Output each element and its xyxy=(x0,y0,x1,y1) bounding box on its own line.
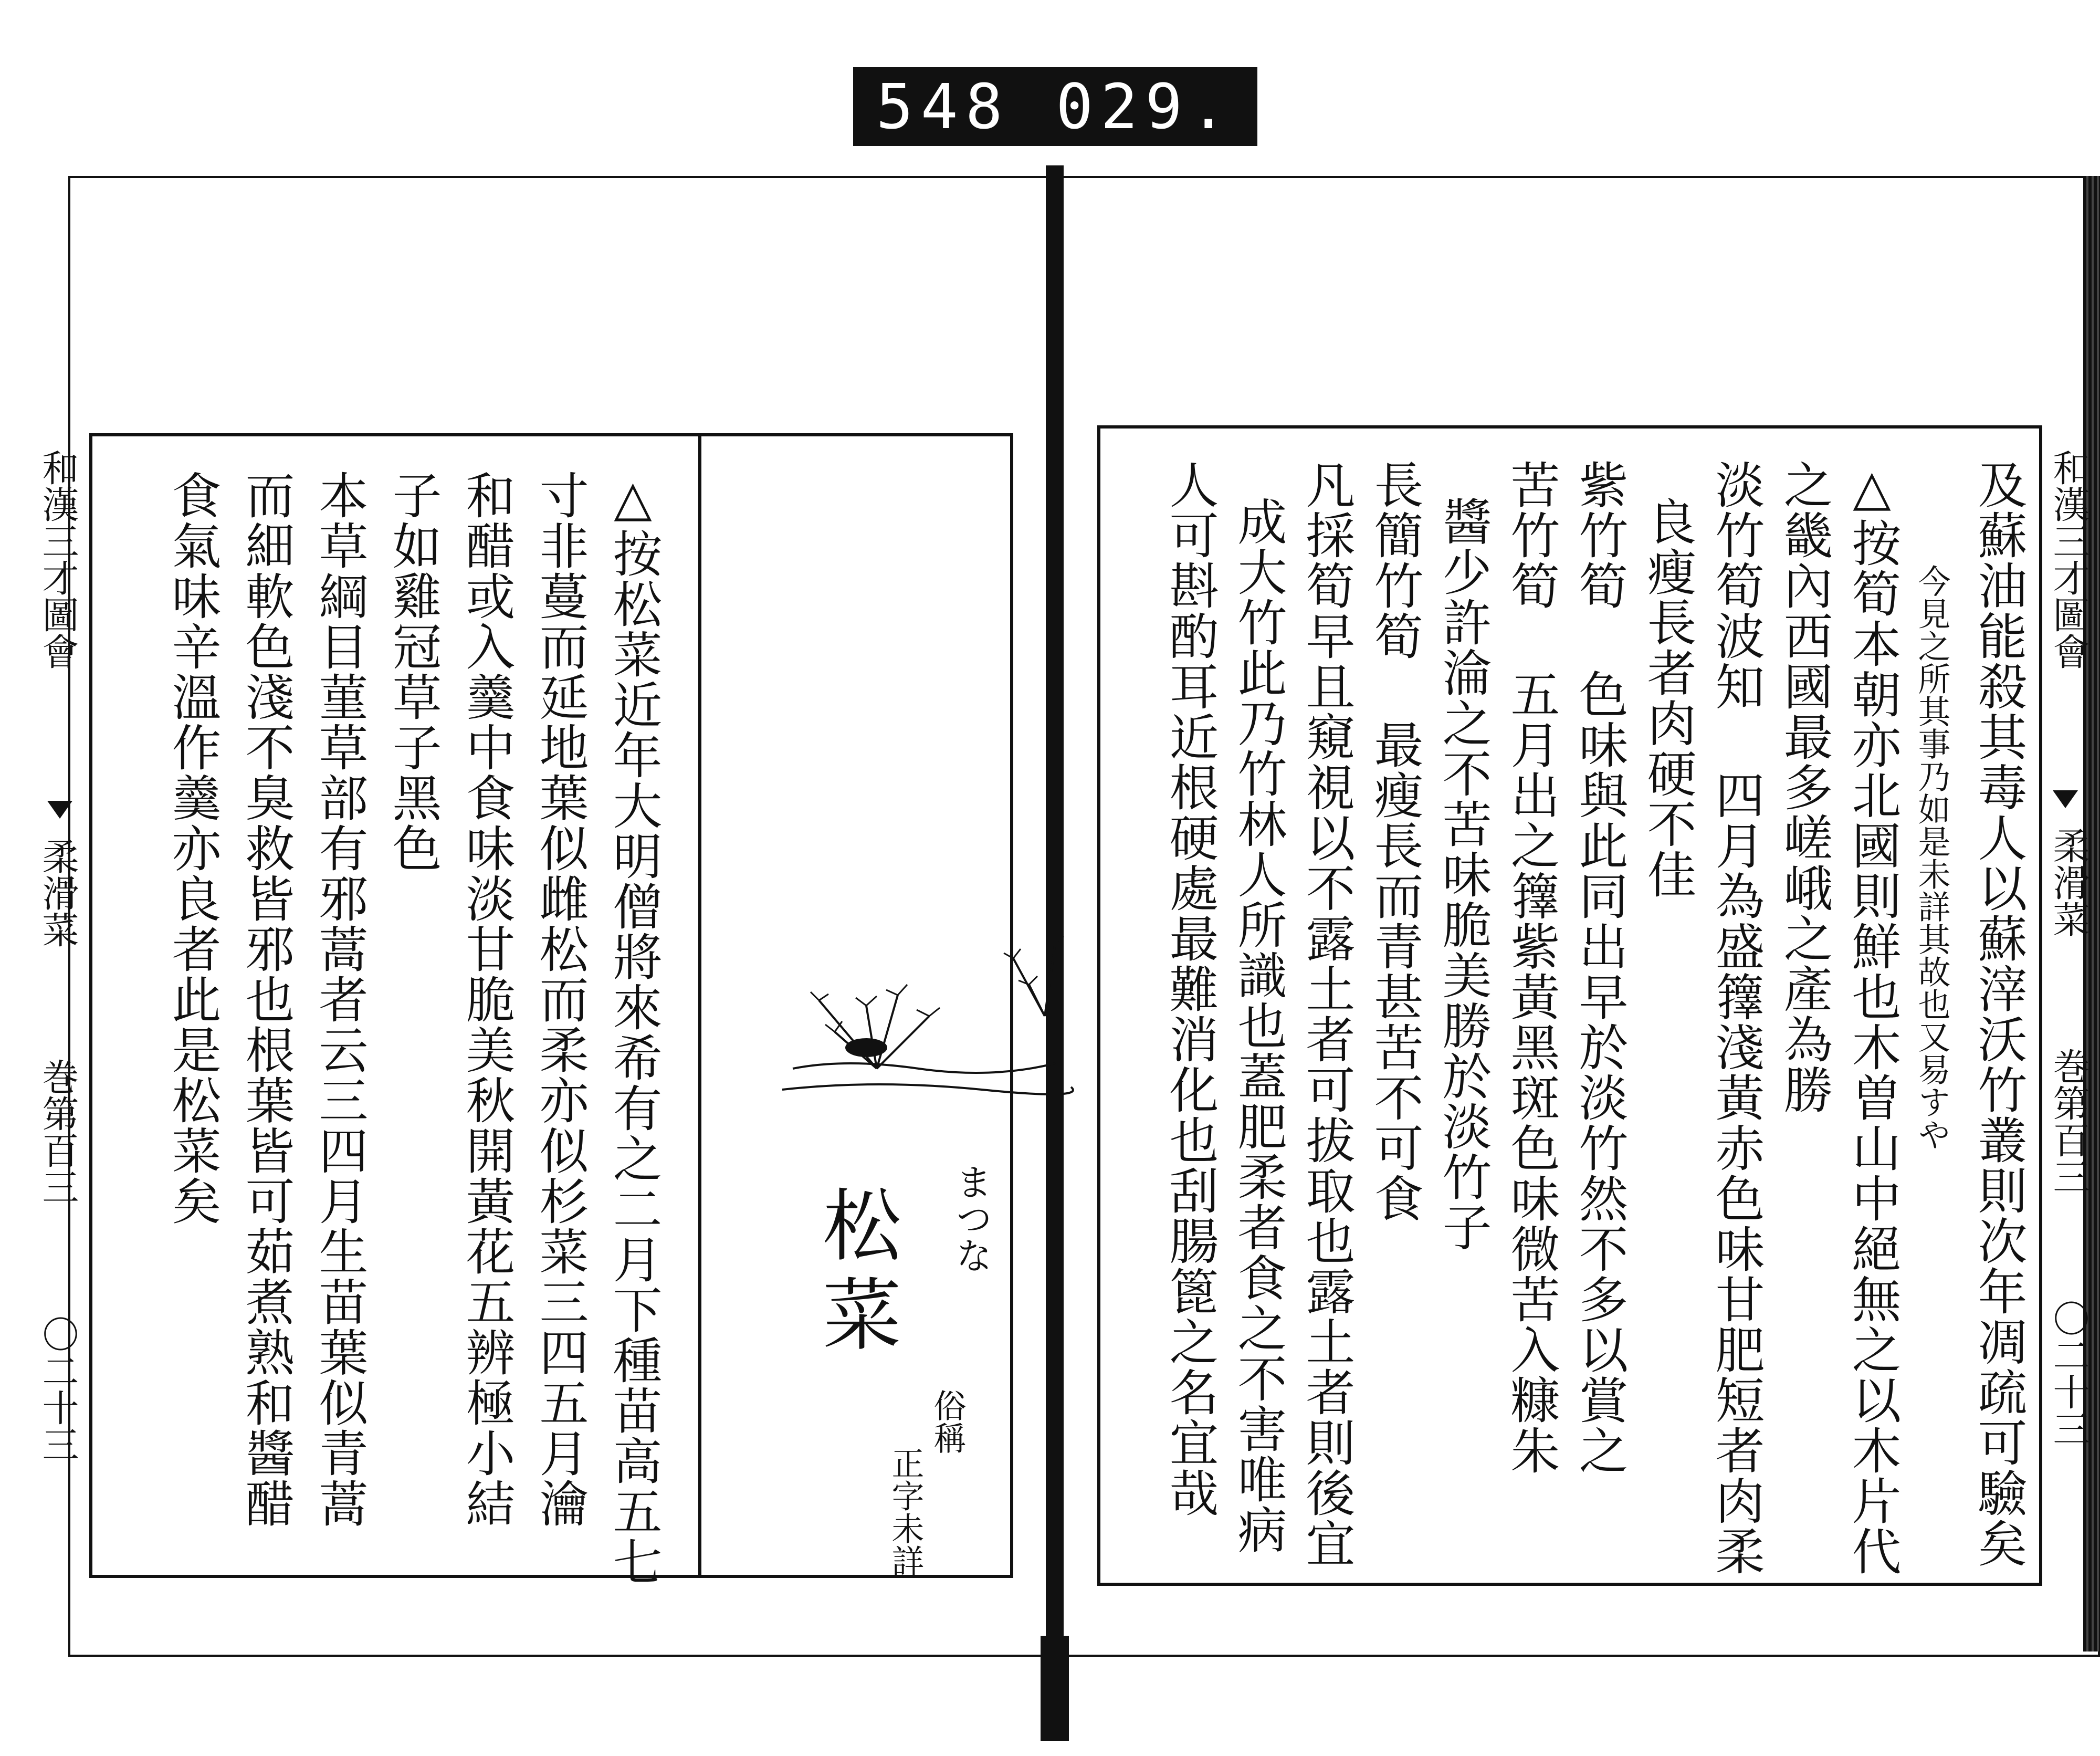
left-gutter-volume: 柔滑菜 xyxy=(36,838,79,948)
right-gutter-page: 〇二十三 xyxy=(2047,1300,2090,1447)
right-column-11: 凡採筍早且窺視以不露土者可拔取也露土者則後宜 xyxy=(1297,459,1354,1569)
left-gutter-page: 〇二十三 xyxy=(36,1315,79,1462)
right-column-4: 之畿內西國最多嵯峨之產為勝 xyxy=(1775,459,1832,1115)
book-spread xyxy=(36,176,2095,1657)
entry-title: 松菜 xyxy=(809,1184,900,1363)
right-column-5: 淡竹筍波知 四月為盛籜淺黃赤色味甘肥短者肉柔 xyxy=(1707,459,1764,1576)
right-gutter-fishtail xyxy=(2053,790,2078,808)
left-column-6: 而細軟色淺不臭救皆邪也根葉皆可茹煮熟和醬醋 xyxy=(237,470,294,1529)
archive-label-plate xyxy=(853,67,1257,146)
archive-number-left: 548 xyxy=(876,70,1010,143)
right-column-7: 紫竹筍 色味與此同出早於淡竹然不多以賞之 xyxy=(1570,459,1628,1476)
right-column-2: 今見之所其事乃如是未詳其故也又易すや xyxy=(1913,565,1951,1151)
right-column-13: 人可斟酌耳近根硬處最難消化也刮腸篦之名宜哉 xyxy=(1161,459,1218,1518)
right-column-6: 良瘦長者肉硬不佳 xyxy=(1639,496,1696,900)
entry-reading: まつな xyxy=(950,1163,993,1273)
left-column-2: 寸非蔓而延地葉似雌松而柔亦似杉菜三四五月瀹 xyxy=(531,470,588,1529)
left-gutter-fishtail xyxy=(47,801,72,819)
right-column-10: 長簡竹筍 最瘦長而青甚苦不可食 xyxy=(1366,459,1423,1224)
left-column-3: 和醋或入羹中食味淡甘脆美秋開黃花五辨極小結 xyxy=(457,470,514,1529)
left-column-5: 本草綱目菫草部有邪蒿者云三四月生苗葉似青蒿 xyxy=(310,470,368,1529)
right-gutter-volume: 柔滑菜 xyxy=(2047,827,2090,937)
spine-tassel xyxy=(1041,1636,1069,1741)
left-gutter-chapter: 巻第百三 xyxy=(36,1058,79,1205)
common-name-label: 俗稱 xyxy=(928,1389,967,1454)
left-column-4: 子如雞冠草子黑色 xyxy=(384,470,441,873)
right-column-1: 及蘇油能殺其毒人以蘇滓沃竹叢則次年凋疏可驗矣 xyxy=(1969,459,2026,1569)
pine-plant-illustration xyxy=(761,911,1076,1111)
right-column-8: 苦竹筍 五月出之籜紫黃黑斑色味微苦入糠朱 xyxy=(1502,459,1559,1476)
right-column-3: △按筍本朝亦北國則鮮也木曽山中絕無之以木片代 xyxy=(1843,459,1900,1576)
left-column-1: △按松菜近年大明僧將來希有之二月下種苗高五七 xyxy=(604,470,662,1587)
entry-divider xyxy=(698,433,701,1578)
right-gutter-title: 和漢三才圖會 xyxy=(2047,449,2090,670)
archive-number-right: 029. xyxy=(1056,70,1235,143)
common-name-note: 正字未詳 xyxy=(886,1447,925,1577)
right-gutter-chapter: 巻第百三 xyxy=(2047,1048,2090,1195)
right-column-9: 醬少許淪之不苦味脆美勝於淡竹子 xyxy=(1434,496,1491,1252)
left-column-7: 食氣味辛溫作羹亦良者此是松菜矣 xyxy=(163,470,220,1226)
left-gutter-title: 和漢三才圖會 xyxy=(36,449,79,670)
right-column-12: 成大竹此乃竹林人所識也蓋肥柔者食之不害唯病 xyxy=(1229,496,1286,1555)
